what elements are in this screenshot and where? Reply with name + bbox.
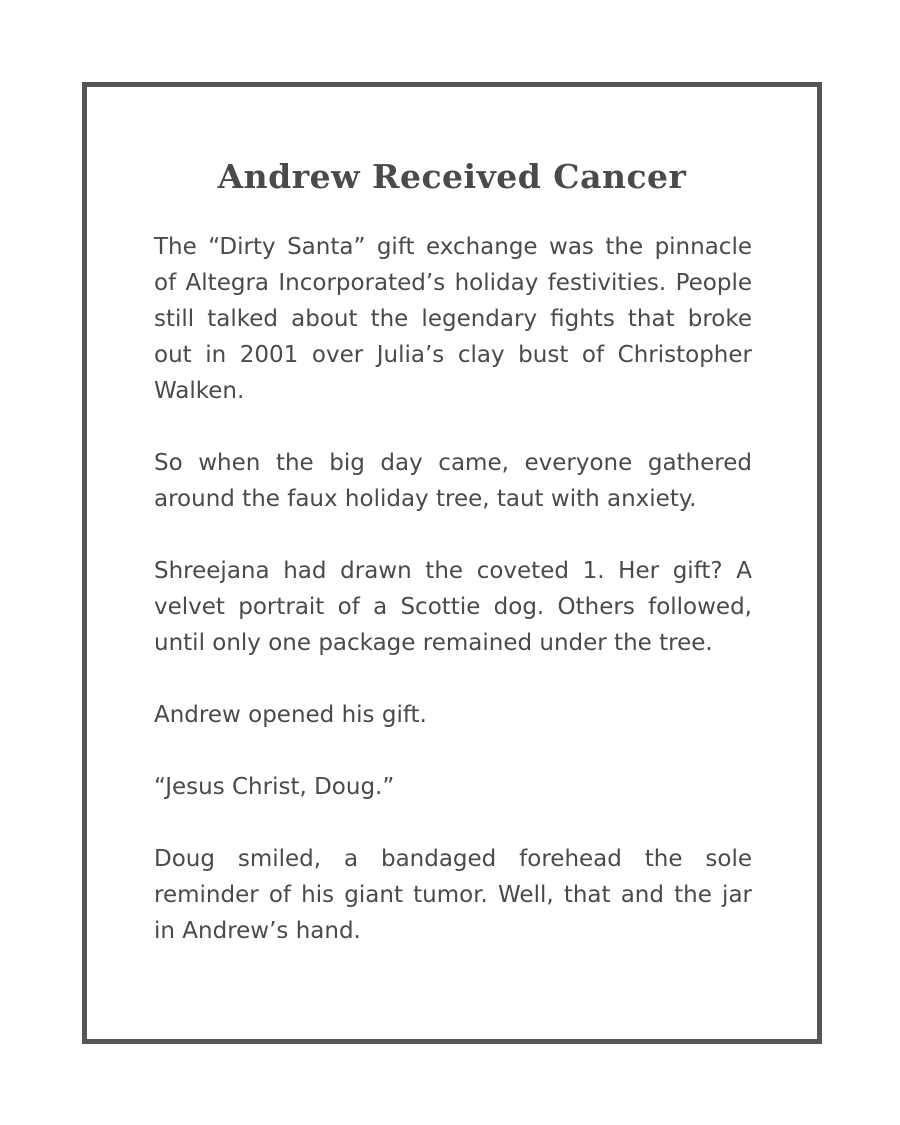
story-body [154,229,752,985]
paragraph-1: The “Dirty Santa” gift exchange was the pinnacle of Altegra Incorporated’s holiday festivities. People still talked about the legendary fights that broke out in 2001 over Julia’s clay bust of Christopher Walken. [154,234,752,404]
paragraph-2: So when the big day came, everyone gathered around the faux holiday tree, taut with anxiety. [154,450,752,512]
story-title: Andrew Received Cancer [217,157,687,196]
paragraph-4: Andrew opened his gift. [154,702,427,728]
story-frame [82,82,822,1044]
paragraph-3: Shreejana had drawn the coveted 1. Her gift? A velvet portrait of a Scottie dog. Others followed, until only one package remained under the tree. [154,558,752,656]
paragraph-5: “Jesus Christ, Doug.” [154,774,395,800]
paragraph-6: Doug smiled, a bandaged forehead the sole reminder of his giant tumor. Well, that and the jar in Andrew’s hand. [154,846,752,944]
